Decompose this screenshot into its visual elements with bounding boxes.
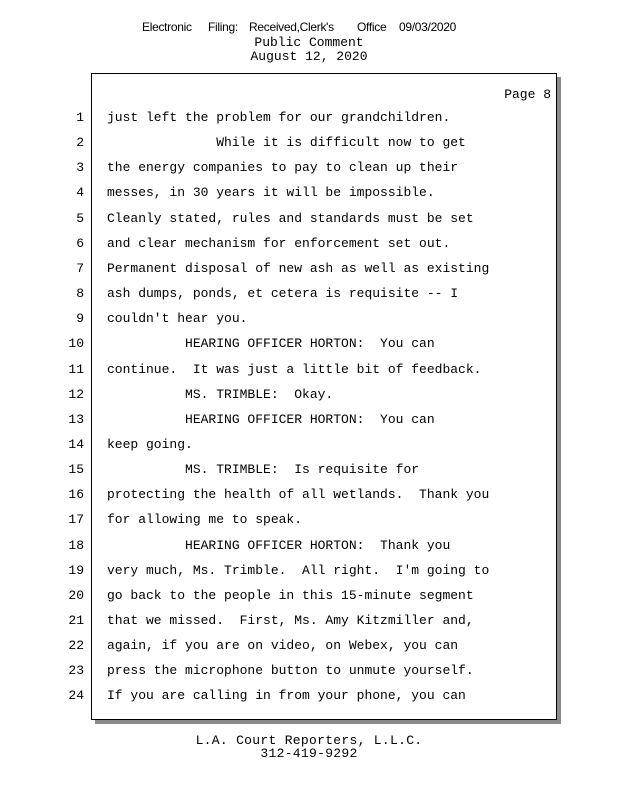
line-number: 21 [68, 613, 84, 628]
line-text: MS. TRIMBLE: Is requisite for [107, 462, 420, 478]
filing-stamp-word: Electronic [142, 20, 192, 34]
transcript-line [0, 437, 618, 455]
transcript-line [0, 563, 618, 581]
line-text: While it is difficult now to get [107, 135, 466, 151]
reporter-company: L.A. Court Reporters, L.L.C. [195, 733, 423, 748]
line-number: 22 [68, 638, 84, 654]
line-text: protecting the health of all wetlands. Thank you [107, 487, 490, 503]
line-text: MS. TRIMBLE: Okay. [107, 386, 334, 402]
line-number: 2 [76, 135, 84, 151]
line-number: 11 [68, 361, 84, 377]
line-text: keep going. [107, 436, 193, 452]
line-text: that we missed. First, Ms. Amy Kitzmiller and, [107, 613, 474, 628]
line-number: 9 [76, 311, 84, 327]
line-number: 20 [68, 587, 84, 603]
transcript-line [0, 362, 618, 380]
line-number: 1 [76, 110, 84, 125]
transcript-line [0, 663, 618, 681]
line-text: messes, in 30 years it will be impossible. [107, 185, 435, 201]
line-text: for allowing me to speak. [107, 512, 303, 528]
line-number: 23 [68, 663, 84, 679]
line-number: 5 [76, 210, 84, 226]
line-number: 14 [68, 436, 84, 452]
filing-stamp-word: Office [357, 20, 387, 34]
transcript-line [0, 613, 618, 631]
line-text: HEARING OFFICER HORTON: Thank you [107, 537, 451, 553]
line-text: again, if you are on video, on Webex, you can [107, 638, 459, 654]
line-number: 10 [68, 336, 84, 352]
transcript-line [0, 110, 618, 128]
line-text: go back to the people in this 15-minute segment [107, 587, 474, 603]
transcript-line [0, 638, 618, 656]
line-number: 13 [68, 411, 84, 427]
transcript-line [0, 487, 618, 505]
line-number: 6 [76, 235, 84, 251]
transcript-line [0, 185, 618, 203]
line-text: Permanent disposal of new ash as well as existing [107, 260, 490, 276]
transcript-line [0, 412, 618, 430]
line-number: 16 [68, 487, 84, 503]
line-text: Cleanly stated, rules and standards must be set [107, 210, 474, 226]
line-number: 18 [68, 537, 84, 553]
filing-stamp-word: Received,Clerk's [249, 20, 334, 34]
transcript-line [0, 311, 618, 329]
line-text: just left the problem for our grandchildren. [107, 110, 451, 125]
transcript-line [0, 387, 618, 405]
transcript-line [0, 462, 618, 480]
line-text: HEARING OFFICER HORTON: You can [107, 336, 435, 352]
transcript-line [0, 261, 618, 279]
line-number: 12 [68, 386, 84, 402]
line-text: continue. It was just a little bit of feedback. [107, 361, 482, 377]
document-date: August 12, 2020 [250, 49, 368, 64]
transcript-line [0, 588, 618, 606]
line-number: 3 [76, 160, 84, 176]
line-number: 7 [76, 260, 84, 276]
transcript-line [0, 236, 618, 254]
line-text: and clear mechanism for enforcement set out. [107, 235, 451, 251]
page-number: Page 8 [504, 87, 551, 102]
line-number: 8 [76, 286, 84, 302]
line-text: ash dumps, ponds, et cetera is requisite -- I [107, 286, 459, 302]
line-number: 17 [68, 512, 84, 528]
transcript-line [0, 512, 618, 530]
document-title: Public Comment [254, 35, 364, 50]
line-text: very much, Ms. Trimble. All right. I'm going to [107, 562, 490, 578]
line-text: If you are calling in from your phone, you can [107, 688, 466, 704]
line-text: the energy companies to pay to clean up their [107, 160, 459, 176]
transcript-line [0, 135, 618, 153]
transcript-line [0, 211, 618, 229]
line-text: couldn't hear you. [107, 311, 248, 327]
transcript-line [0, 688, 618, 706]
reporter-phone: 312-419-9292 [260, 746, 358, 761]
transcript-line [0, 538, 618, 556]
filing-stamp-word: Filing: [208, 20, 238, 34]
line-number: 24 [68, 688, 84, 704]
line-number: 15 [68, 462, 84, 478]
filing-stamp-word: 09/03/2020 [399, 20, 457, 34]
line-text: press the microphone button to unmute yourself. [107, 663, 474, 679]
line-number: 4 [76, 185, 84, 201]
transcript-line [0, 160, 618, 178]
transcript-line [0, 336, 618, 354]
transcript-line [0, 286, 618, 304]
line-number: 19 [68, 562, 84, 578]
filing-stamp [0, 20, 618, 36]
line-text: HEARING OFFICER HORTON: You can [107, 411, 435, 427]
